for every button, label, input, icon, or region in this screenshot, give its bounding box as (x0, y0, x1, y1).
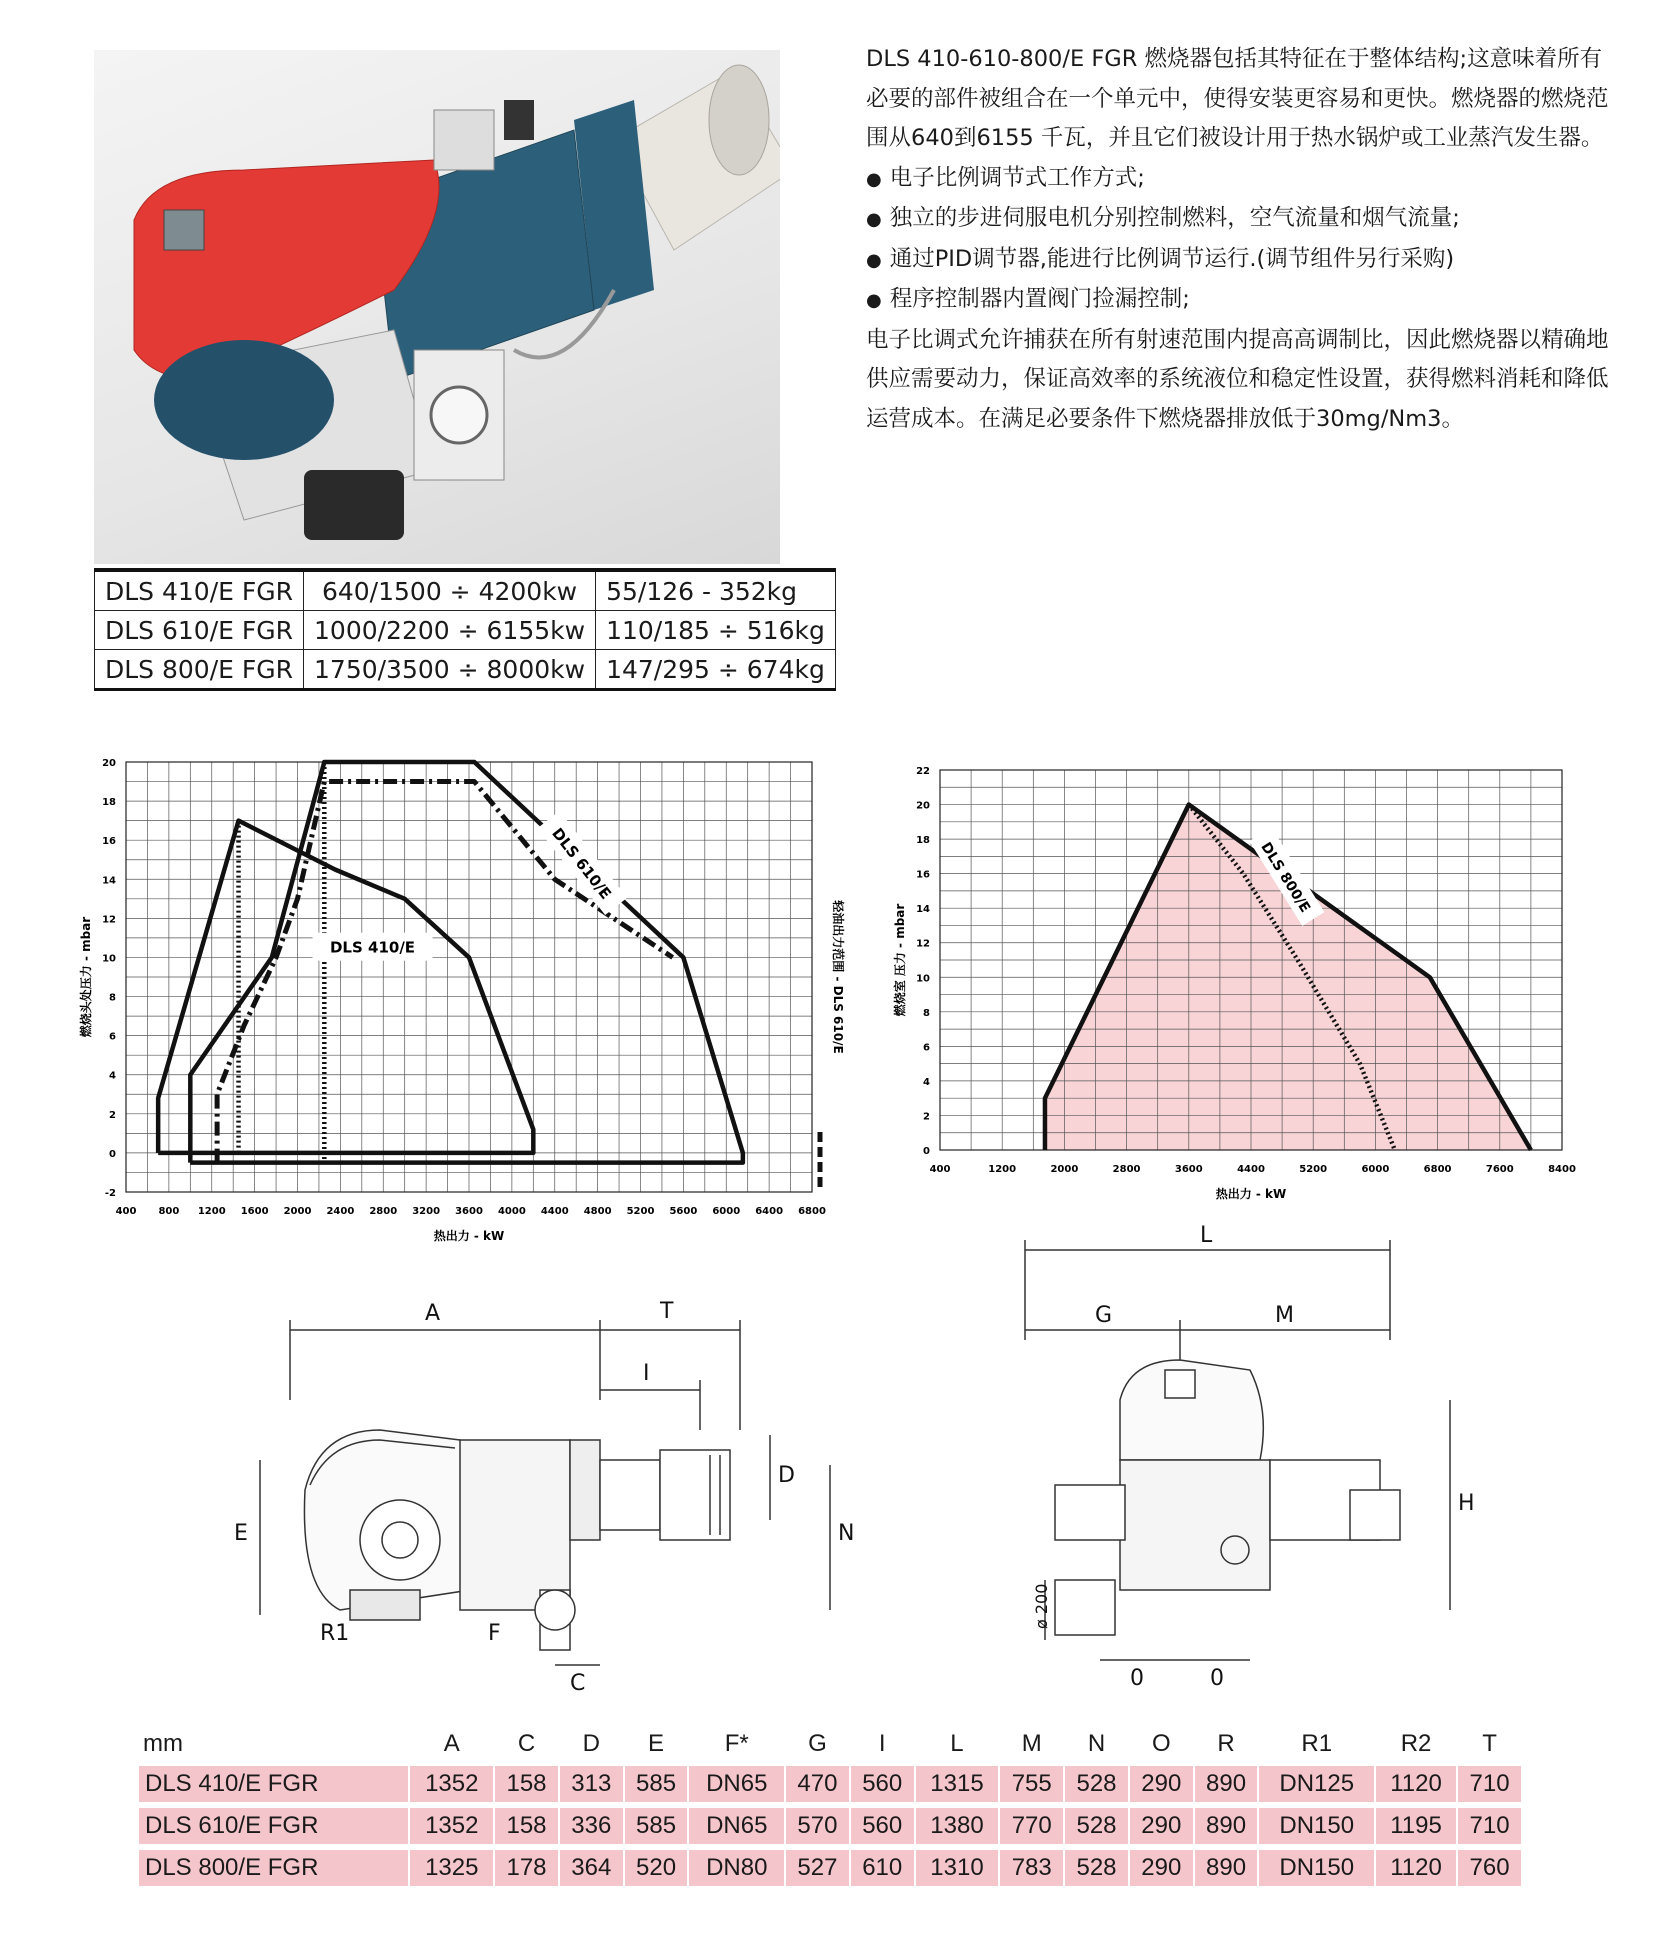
column-header: O (1151, 1730, 1171, 1757)
table-header-row (139, 1728, 1521, 1760)
dim-label: E (234, 1521, 248, 1546)
column-header: L (950, 1730, 964, 1757)
side-view-drawing (210, 1290, 910, 1700)
dim-label: C (570, 1671, 586, 1696)
table-row (139, 1850, 1521, 1886)
table-cell: 710 (1458, 1808, 1521, 1844)
table-cell: DN150 (1259, 1850, 1374, 1886)
column-header: R2 (1400, 1730, 1432, 1757)
table-cell: 528 (1065, 1766, 1128, 1802)
x-tick-label: 400 (115, 1206, 137, 1217)
table-cell: 1352 (410, 1766, 493, 1802)
x-tick-label: 7600 (1485, 1164, 1514, 1175)
y-tick-label: 10 (916, 973, 930, 985)
y-tick-label: 22 (916, 766, 930, 777)
bullet-item: ● 电子比例调节式工作方式; (866, 159, 1616, 200)
chart-dls410-610 (60, 750, 860, 1270)
table-cell: 755 (1000, 1766, 1063, 1802)
dim-label: R1 (320, 1621, 350, 1646)
y-tick-label: 2 (109, 1109, 116, 1121)
x-tick-label: 4400 (1237, 1164, 1265, 1175)
right-axis-label: 轻油出力范围 - DLS 610/E (831, 900, 845, 1054)
dim-label: N (838, 1521, 855, 1546)
table-cell: 290 (1130, 1766, 1193, 1802)
table-row (95, 570, 836, 611)
table-cell: 1352 (410, 1808, 493, 1844)
dimensions-table (137, 1722, 1523, 1892)
y-axis-label: 燃烧室 压力 - mbar (893, 903, 907, 1017)
y-tick-label: 6 (923, 1042, 930, 1054)
column-header: G (808, 1730, 827, 1757)
spec-table (94, 568, 836, 691)
series-line (190, 762, 743, 1163)
table-cell: 585 (625, 1808, 688, 1844)
table-cell: DN150 (1259, 1808, 1374, 1844)
column-header: M (1021, 1730, 1042, 1757)
chart-dls800 (880, 750, 1580, 1220)
x-tick-label: 2000 (1050, 1164, 1079, 1175)
y-tick-label: 4 (109, 1070, 116, 1082)
table-cell: 290 (1130, 1808, 1193, 1844)
x-tick-label: 6000 (1361, 1164, 1390, 1175)
x-tick-label: 1200 (988, 1164, 1017, 1175)
x-tick-label: 4800 (583, 1206, 612, 1217)
table-cell: 570 (786, 1808, 849, 1844)
x-tick-label: 2000 (283, 1206, 312, 1217)
table-cell: 336 (560, 1808, 623, 1844)
dim-label: I (643, 1361, 650, 1386)
x-tick-label: 6400 (755, 1206, 784, 1217)
table-cell: 560 (851, 1766, 914, 1802)
dim-label: T (660, 1299, 674, 1324)
x-tick-label: 400 (929, 1164, 951, 1175)
y-tick-label: 16 (102, 836, 116, 848)
x-tick-label: 2800 (369, 1206, 398, 1217)
y-tick-label: 18 (102, 797, 116, 809)
table-cell: DN125 (1259, 1766, 1374, 1802)
y-tick-label: 10 (102, 953, 116, 965)
table-cell: 783 (1000, 1850, 1063, 1886)
y-tick-label: 2 (923, 1111, 930, 1123)
x-tick-label: 3200 (412, 1206, 441, 1217)
y-tick-label: 16 (916, 869, 930, 881)
table-cell: 610 (851, 1850, 914, 1886)
column-header: A (443, 1730, 460, 1757)
column-header: D (582, 1730, 600, 1757)
table-cell: 1120 (1376, 1766, 1456, 1802)
y-tick-label: 20 (916, 800, 930, 812)
dim-label: 0 (1210, 1666, 1224, 1690)
x-tick-label: 6800 (798, 1206, 826, 1217)
x-tick-label: 800 (158, 1206, 180, 1217)
y-tick-label: -2 (104, 1188, 116, 1199)
intro-closing: 电子比调式允许捕获在所有射速范围内提高高调制比，因此燃烧器以精确地供应需要动力，保证高效率的系统液位和稳定性设置，获得燃料消耗和降低运营成本。在满足必要条件下燃烧器排放低于30mg/Nm3。 (866, 326, 1609, 432)
y-tick-label: 12 (916, 938, 930, 950)
table-row (95, 611, 836, 650)
y-tick-label: 0 (109, 1148, 116, 1160)
dim-label: A (425, 1301, 441, 1326)
row-model: DLS 610/E FGR (139, 1808, 408, 1844)
table-cell: 520 (625, 1850, 688, 1886)
table-cell: 585 (625, 1766, 688, 1802)
table-cell: 890 (1195, 1850, 1258, 1886)
series-line (217, 782, 673, 1163)
table-cell: 1120 (1376, 1850, 1456, 1886)
table-cell: 710 (1458, 1766, 1521, 1802)
column-header: mm (143, 1730, 183, 1757)
product-photo (94, 50, 780, 564)
y-tick-label: 14 (102, 875, 116, 887)
x-axis-label: 热出力 - kW (1215, 1187, 1287, 1201)
table-cell: 1380 (916, 1808, 999, 1844)
table-cell: 1310 (916, 1850, 999, 1886)
row-model: DLS 410/E FGR (139, 1766, 408, 1802)
column-header: T (1482, 1730, 1497, 1757)
table-cell: 178 (495, 1850, 558, 1886)
dim-label: G (1095, 1303, 1113, 1328)
column-header: F* (724, 1730, 749, 1757)
row-model: DLS 800/E FGR (139, 1850, 408, 1886)
annotation-dls610: DLS 610/E (548, 824, 615, 903)
table-cell: 1325 (410, 1850, 493, 1886)
spec-power: 1000/2200 ÷ 6155kw (304, 611, 596, 650)
y-tick-label: 6 (109, 1031, 116, 1043)
spec-model: DLS 610/E FGR (95, 611, 304, 650)
x-tick-label: 5200 (626, 1206, 655, 1217)
column-header: E (648, 1730, 665, 1757)
table-cell: DN65 (689, 1808, 784, 1844)
x-tick-label: 2800 (1112, 1164, 1141, 1175)
column-header: I (878, 1730, 886, 1757)
annotation-dls800: DLS 800/E (1257, 839, 1313, 916)
spec-weight: 110/185 ÷ 516kg (596, 611, 836, 650)
y-axis-label: 燃烧头处压力 - mbar (79, 916, 93, 1038)
table-cell: 528 (1065, 1850, 1128, 1886)
table-cell: 158 (495, 1766, 558, 1802)
y-tick-label: 14 (916, 904, 930, 916)
series-line (158, 821, 533, 1153)
x-tick-label: 8400 (1548, 1164, 1576, 1175)
annotation-dls410: DLS 410/E (329, 938, 416, 957)
spec-model: DLS 800/E FGR (95, 650, 304, 690)
y-tick-label: 4 (923, 1076, 930, 1088)
table-cell: 760 (1458, 1850, 1521, 1886)
dim-label: M (1275, 1303, 1294, 1328)
table-cell: 560 (851, 1808, 914, 1844)
x-tick-label: 3600 (1174, 1164, 1203, 1175)
table-row (95, 650, 836, 690)
table-cell: 770 (1000, 1808, 1063, 1844)
spec-power: 1750/3500 ÷ 8000kw (304, 650, 596, 690)
intro-paragraph: DLS 410-610-800/E FGR 燃烧器包括其特征在于整体结构;这意味着所有必要的部件被组合在一个单元中，使得安装更容易和更快。燃烧器的燃烧范围从640到6155 千瓦，并且它们被设计用于热水锅炉或工业蒸汽发生器。 (866, 46, 1609, 151)
column-header: R1 (1301, 1730, 1333, 1757)
spec-weight: 55/126 - 352kg (596, 570, 836, 611)
x-tick-label: 6800 (1423, 1164, 1452, 1175)
x-tick-label: 6000 (712, 1206, 741, 1217)
dim-label: D (778, 1463, 795, 1488)
bullet-item: ● 程序控制器内置阀门捡漏控制; (866, 280, 1616, 321)
dim-label: 0 (1130, 1666, 1144, 1690)
y-tick-label: 18 (916, 835, 930, 847)
dim-label: F (488, 1621, 501, 1646)
x-tick-label: 5600 (669, 1206, 698, 1217)
burner-illustration (94, 50, 780, 564)
table-cell: 470 (786, 1766, 849, 1802)
table-cell: DN80 (689, 1850, 784, 1886)
table-cell: 158 (495, 1808, 558, 1844)
dim-label: L (1200, 1223, 1213, 1248)
table-row (139, 1808, 1521, 1844)
spec-power: 640/1500 ÷ 4200kw (304, 570, 596, 611)
column-header: C (517, 1730, 536, 1757)
dim-label: H (1458, 1491, 1475, 1516)
table-cell: 364 (560, 1850, 623, 1886)
y-tick-label: 8 (109, 992, 116, 1004)
front-view-drawing (1010, 1220, 1490, 1690)
table-cell: 1195 (1376, 1808, 1456, 1844)
column-header: R (1217, 1730, 1235, 1757)
x-tick-label: 2400 (326, 1206, 355, 1217)
x-axis-label: 热出力 - kW (433, 1229, 505, 1243)
y-tick-label: 20 (102, 758, 116, 769)
table-cell: 528 (1065, 1808, 1128, 1844)
table-cell: 1315 (916, 1766, 999, 1802)
y-tick-label: 12 (102, 914, 116, 926)
y-tick-label: 0 (923, 1146, 930, 1157)
bullet-item: ● 通过PID调节器,能进行比例调节运行.(调节组件另行采购) (866, 240, 1616, 281)
table-row (139, 1766, 1521, 1802)
table-cell: 890 (1195, 1766, 1258, 1802)
spec-weight: 147/295 ÷ 674kg (596, 650, 836, 690)
x-tick-label: 3600 (455, 1206, 483, 1217)
y-tick-label: 8 (923, 1007, 930, 1019)
dim-label: ø 200 (1032, 1583, 1051, 1629)
bullet-item: ● 独立的步进伺服电机分别控制燃料，空气流量和烟气流量; (866, 199, 1616, 240)
spec-model: DLS 410/E FGR (95, 570, 304, 611)
table-cell: DN65 (689, 1766, 784, 1802)
table-cell: 527 (786, 1850, 849, 1886)
x-tick-label: 5200 (1299, 1164, 1328, 1175)
x-tick-label: 1200 (197, 1206, 226, 1217)
x-tick-label: 1600 (240, 1206, 269, 1217)
table-cell: 290 (1130, 1850, 1193, 1886)
x-tick-label: 4400 (540, 1206, 569, 1217)
column-header: N (1087, 1730, 1106, 1757)
table-cell: 313 (560, 1766, 623, 1802)
intro-text (866, 40, 1616, 439)
x-tick-label: 4000 (497, 1206, 526, 1217)
table-cell: 890 (1195, 1808, 1258, 1844)
